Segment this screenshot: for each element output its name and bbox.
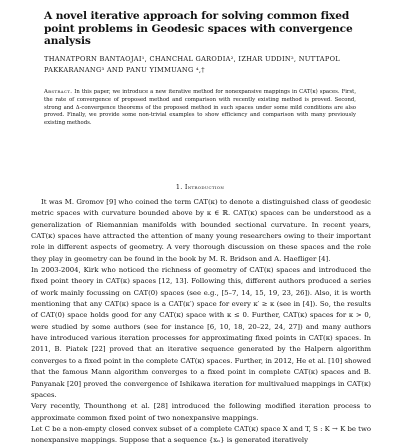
abstract	[44, 89, 356, 128]
author-list: THANATPORN BANTAOJAI¹, CHANCHAL GARODIA², IZHAR UDDIN², NUTTAPOL PAKKARANANG³ AND PANU YIMMUANG ⁴,†	[44, 55, 340, 74]
abstract-text: In this paper, we introduce a new iterative method for nonexpansive mappings in CAT(κ) spaces. First, the rate of convergence of proposed method and comparison with recently existing method is proved. Second, strong and Δ-convergence theorems of the proposed method in such spaces under some mild conditions are also proved. Finally, we provide some non-trivial examples to show efficiency and comparison with many previously existing methods.	[44, 89, 356, 127]
abstract-label: Abstract.	[44, 89, 73, 95]
section-heading: 1. Introduction	[175, 183, 225, 191]
paragraph: Let C be a non-empty closed convex subset of a complete CAT(κ) space X and T, S : K → K be two nonexpansive mappings. Suppose that a sequence {xₙ} is generated iteratively	[31, 424, 371, 445]
paragraph: In 2003-2004, Kirk who noticed the richness of geometry of CAT(κ) spaces and introduced the fixed point theory in CAT(κ) spaces [12, 13]. Following this, different authors produced a series of work mainly focussing on CAT(0) spaces (see e.g., [5–7, 14, 15, 19, 23, 26]). Also, it is worth mentioning that any CAT(κ) space is a CAT(κ′) space for every κ′ ≥ κ (see in [4]). So, the results of CAT(0) space holds good for any CAT(κ) space with κ ≤ 0. Further, CAT(κ) spaces for κ > 0, were studied by some authors (see for instance [6, 10, 18, 20–22, 24, 27]) and many authors have introduced various iteration processes for approximating fixed points in CAT(κ) spaces. In 2011, B. Piatek [22] proved that an iterative sequence generated by the Halpern algorithm converges to a fixed point in the complete CAT(κ) spaces. Further, in 2012, He et al. [10] showed that the famous Mann algorithm converges to a fixed point in complete CAT(κ) spaces and B. Panyanak [20] proved the convergence of Ishikawa iteration for multivalued mappings in CAT(κ) spaces.	[31, 266, 371, 399]
body-text	[31, 197, 371, 447]
paper-title: A novel iterative approach for solving common fixed point problems in Geodesic spaces with convergence analysis	[44, 10, 353, 47]
paragraph: Very recently, Thounthong et al. [28] introduced the following modified iteration process to approximate common fixed point of two nonexpansive mappings.	[31, 402, 371, 422]
paragraph: It was M. Gromov [9] who coined the term CAT(κ) to denote a distinguished class of geodesic metric spaces with curvature bounded above by κ ∈ ℝ. CAT(κ) spaces can be understood as a generalization of Riemannian manifolds with bounded sectional curvature. In recent years, CAT(κ) spaces have attracted the attention of many young researchers owing to their important role in different aspects of geometry. A very thorough discussion on these spaces and the role they play in geometry can be found in the book by M. R. Bridson and A. Haefliger [4].	[31, 198, 371, 263]
